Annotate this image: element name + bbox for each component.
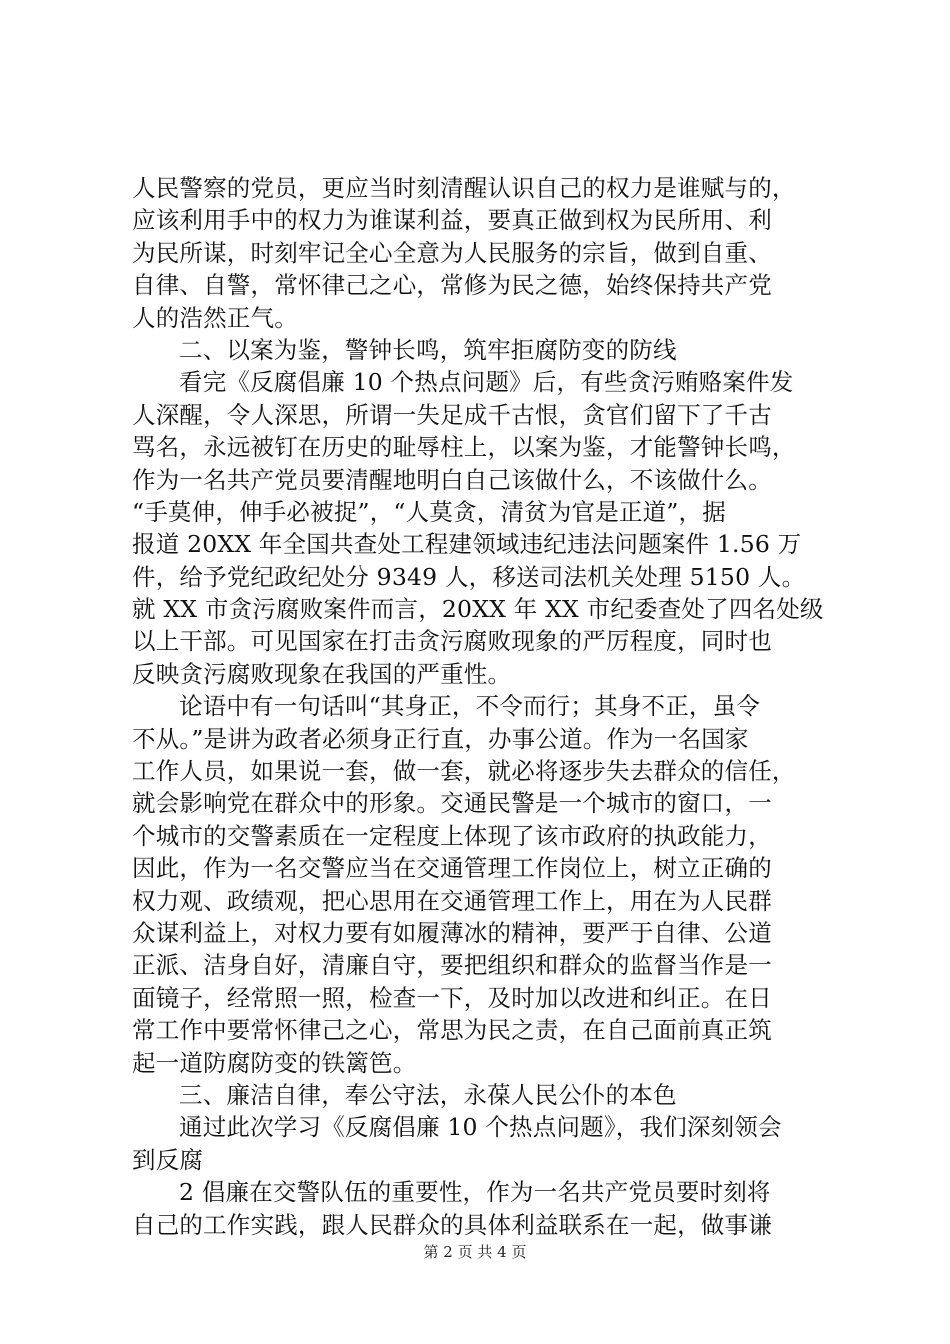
text-line: 正派、洁身自好，清廉自守，要把组织和群众的监督当作是一 (132, 951, 772, 980)
text-line: 起一道防腐防变的铁篱笆。 (132, 1048, 417, 1077)
text-line: 不从。”是讲为政者必须身正行直，办事公道。作为一名国家 (132, 724, 749, 753)
text-line: 三、廉洁自律，奉公守法，永葆人民公仆的本色 (179, 1080, 677, 1109)
text-line: 众谋利益上，对权力要有如履薄冰的精神，要严于自律、公道 (132, 918, 772, 947)
text-line: 2 倡廉在交警队伍的重要性，作为一名共产党员要时刻将 (179, 1178, 771, 1207)
text-line: 二、以案为鉴，警钟长鸣，筑牢拒腐防变的防线 (179, 335, 677, 364)
text-line: “手莫伸，伸手必被捉”，“人莫贪，清贫为官是正道”，据 (132, 497, 726, 526)
text-line: 自己的工作实践，跟人民群众的具体利益联系在一起，做事谦 (132, 1210, 772, 1239)
text-line: 因此，作为一名交警应当在交通管理工作岗位上，树立正确的 (132, 854, 772, 883)
text-line: 工作人员，如果说一套，做一套，就必将逐步失去群众的信任， (132, 757, 796, 786)
text-line: 就会影响党在群众中的形象。交通民警是一个城市的窗口，一 (132, 789, 772, 818)
text-line: 为民所谋，时刻牢记全心全意为人民服务的宗旨，做到自重、 (132, 238, 772, 267)
text-line: 人深醒，令人深思，所谓一失足成千古恨，贪官们留下了千古 (132, 400, 772, 429)
text-line: 看完《反腐倡廉 10 个热点问题》后，有些贪污贿赂案件发 (179, 368, 794, 397)
text-line: 应该利用手中的权力为谁谋利益，要真正做到权为民所用、利 (132, 206, 772, 235)
text-line: 自律、自警，常怀律己之心，常修为民之德，始终保持共产党 (132, 271, 772, 300)
text-line: 以上干部。可见国家在打击贪污腐败现象的严厉程度，同时也 (132, 627, 772, 656)
text-line: 就 XX 市贪污腐败案件而言，20XX 年 XX 市纪委查处了四名处级 (132, 595, 824, 624)
text-line: 骂名，永远被钉在历史的耻辱柱上，以案为鉴，才能警钟长鸣， (132, 433, 796, 462)
text-line: 常工作中要常怀律己之心，常思为民之责，在自己面前真正筑 (132, 1016, 772, 1045)
document-body (132, 172, 832, 1241)
text-line: 作为一名共产党员要清醒地明白自己该做什么，不该做什么。 (132, 465, 772, 494)
text-line: 通过此次学习《反腐倡廉 10 个热点问题》，我们深刻领会 (179, 1113, 782, 1142)
text-line: 人的浩然正气。 (132, 303, 298, 332)
text-line: 个城市的交警素质在一定程度上体现了该市政府的执政能力， (132, 821, 772, 850)
text-line: 到反腐 (132, 1145, 204, 1174)
text-line: 反映贪污腐败现象在我国的严重性。 (132, 659, 512, 688)
text-line: 面镜子，经常照一照，检查一下，及时加以改进和纠正。在日 (132, 983, 772, 1012)
text-line: 人民警察的党员，更应当时刻清醒认识自己的权力是谁赋与的， (132, 174, 796, 202)
page-footer: 第 2 页 共 4 页 (423, 1243, 527, 1261)
text-line: 权力观、政绩观，把心思用在交通管理工作上，用在为人民群 (132, 886, 772, 915)
text-line: 论语中有一句话叫“其身正，不令而行；其身不正，虽令 (179, 692, 761, 721)
text-line: 报道 20XX 年全国共查处工程建领域违纪违法问题案件 1.56 万 (132, 530, 802, 559)
text-line: 件，给予党纪政纪处分 9349 人，移送司法机关处理 5150 人。 (132, 562, 806, 591)
